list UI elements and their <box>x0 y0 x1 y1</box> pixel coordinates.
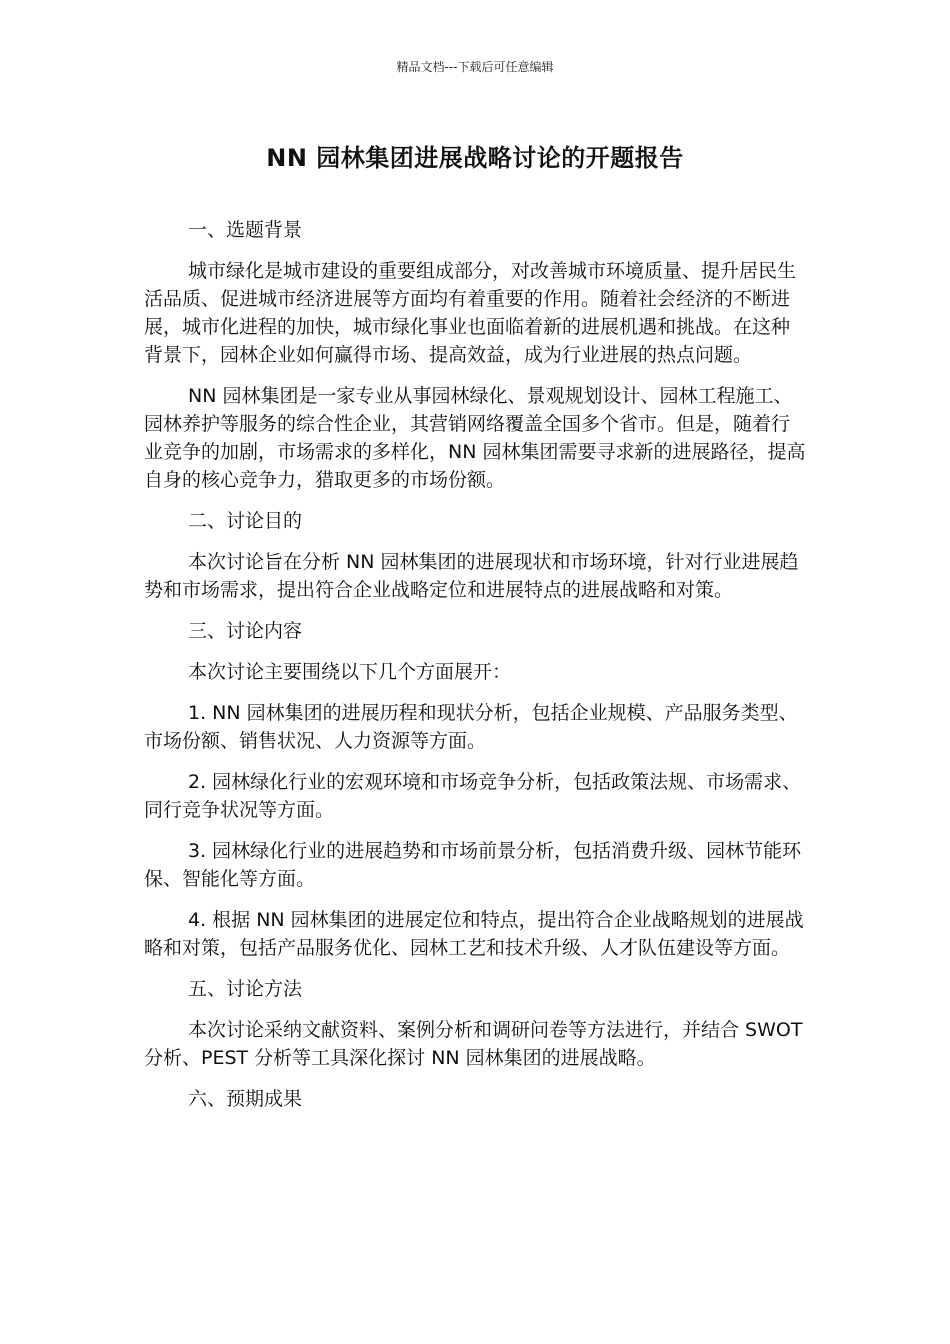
paragraph-content-intro: 本次讨论主要围绕以下几个方面展开： <box>188 661 512 683</box>
document-title: NN 园林集团进展战略讨论的开题报告 <box>266 144 684 172</box>
list-item-content-2: 2. 园林绿化行业的宏观环境和市场竞争分析，包括政策法规、市场需求、同行竞争状况等方面。 <box>144 771 802 821</box>
section-heading-purpose: 二、讨论目的 <box>188 510 303 532</box>
paragraph-background-1: 城市绿化是城市建设的重要组成部分，对改善城市环境质量、提升居民生活品质、促进城市经济进展等方面均有着重要的作用。随着社会经济的不断进展，城市化进程的加快，城市绿化事业也面临着新的进展机遇和挑战。在这种背景下，园林企业如何赢得市场、提高效益，成为行业进展的热点问题。 <box>144 260 797 366</box>
document-body <box>144 216 808 1126</box>
paragraph-background-2: NN 园林集团是一家专业从事园林绿化、景观规划设计、园林工程施工、园林养护等服务的综合性企业，其营销网络覆盖全国多个省市。但是，随着行业竞争的加剧，市场需求的多样化，NN 园林集团需要寻求新的进展路径，提高自身的核心竞争力，猎取更多的市场份额。 <box>144 385 806 491</box>
section-heading-background: 一、选题背景 <box>188 219 303 241</box>
section-heading-content: 三、讨论内容 <box>188 620 303 642</box>
section-heading-method: 五、讨论方法 <box>188 978 303 1000</box>
list-item-content-1: 1. NN 园林集团的进展历程和现状分析，包括企业规模、产品服务类型、市场份额、销售状况、人力资源等方面。 <box>144 702 798 752</box>
page-header-note: 精品文档---下载后可任意编辑 <box>396 60 554 74</box>
list-item-content-4: 4. 根据 NN 园林集团的进展定位和特点，提出符合企业战略规划的进展战略和对策，包括产品服务优化、园林工艺和技术升级、人才队伍建设等方面。 <box>144 909 804 959</box>
section-heading-outcomes: 六、预期成果 <box>188 1088 303 1110</box>
list-item-content-3: 3. 园林绿化行业的进展趋势和市场前景分析，包括消费升级、园林节能环保、智能化等方面。 <box>144 840 802 890</box>
paragraph-method: 本次讨论采纳文献资料、案例分析和调研问卷等方法进行，并结合 SWOT 分析、PEST 分析等工具深化探讨 NN 园林集团的进展战略。 <box>144 1019 803 1069</box>
paragraph-purpose: 本次讨论旨在分析 NN 园林集团的进展现状和市场环境，针对行业进展趋势和市场需求，提出符合企业战略定位和进展特点的进展战略和对策。 <box>144 551 799 601</box>
